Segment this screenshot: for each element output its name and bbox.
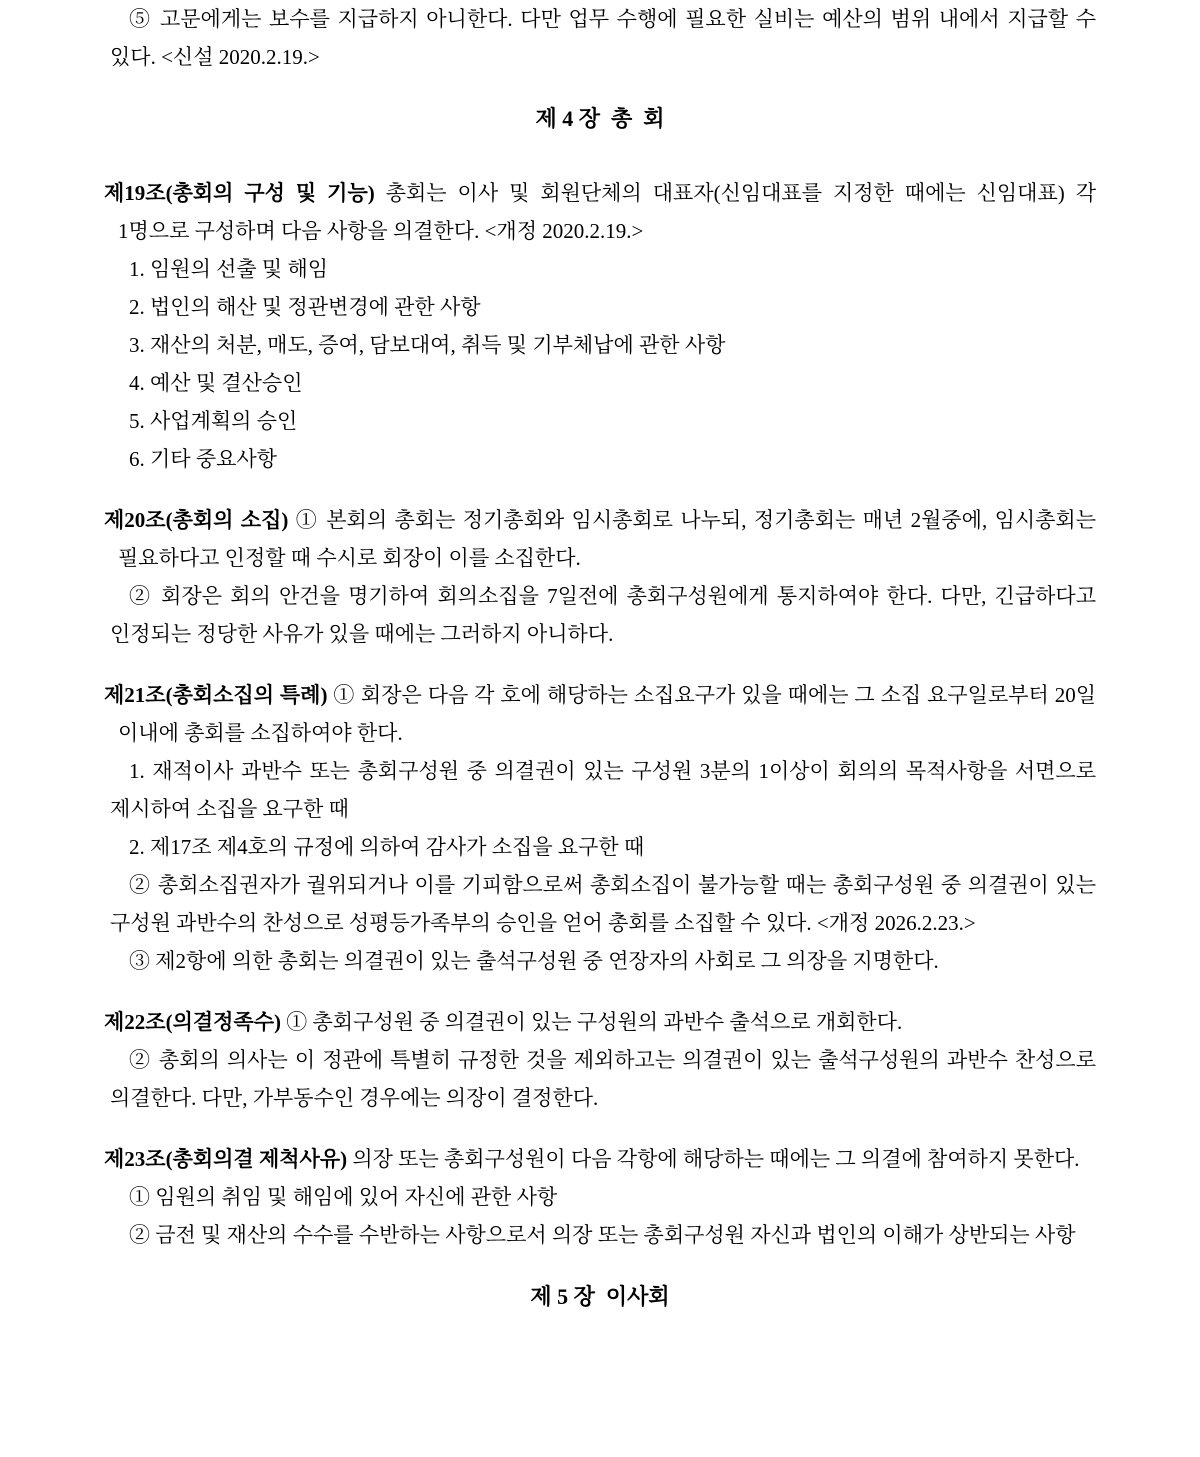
article-21-item-1: 1. 재적이사 과반수 또는 총회구성원 중 의결권이 있는 구성원 3분의 1이상이 회의의 목적사항을 서면으로 제시하여 소집을 요구한 때 [110, 759, 1096, 821]
article-21-title: 제21조(총회소집의 특례) [104, 683, 328, 707]
article-23-title: 제23조(총회의결 제척사유) [104, 1147, 348, 1171]
article-19-item-6: 6. 기타 중요사항 [129, 447, 277, 471]
article-21-item-4: ③ 제2항에 의한 총회는 의결권이 있는 출석구성원 중 연장자의 사회로 그 의장을 지명한다. [129, 949, 939, 973]
article-21-paragraph [104, 676, 1096, 752]
chapter-4-heading: 제 4 장 총 회 [535, 106, 665, 131]
article-21-body: ① 회장은 다음 각 호에 해당하는 소집요구가 있을 때에는 그 소집 요구일로부터 20일 이내에 총회를 소집하여야 한다. [118, 683, 1097, 745]
chapter-5-heading: 제 5 장 이사회 [530, 1284, 670, 1309]
article-22-body: ① 총회구성원 중 의결권이 있는 구성원의 과반수 출석으로 개회한다. [286, 1010, 903, 1034]
article-19-paragraph [104, 174, 1096, 250]
article-21-item-2: 2. 제17조 제4호의 규정에 의하여 감사가 소집을 요구한 때 [129, 835, 645, 859]
article-19-item-4: 4. 예산 및 결산승인 [129, 371, 303, 395]
article-23-body: 의장 또는 총회구성원이 다음 각항에 해당하는 때에는 그 의결에 참여하지 못한다. [352, 1147, 1080, 1171]
article-19-title: 제19조(총회의 구성 및 기능) [104, 181, 375, 205]
article-23-paragraph [104, 1140, 1096, 1178]
article-20 [104, 501, 1096, 653]
article-22-paragraph [104, 1003, 1096, 1041]
article-22-title: 제22조(의결정족수) [104, 1010, 281, 1034]
article-20-body: ① 본회의 총회는 정기총회와 임시총회로 나누되, 정기총회는 매년 2월중에, 임시총회는 필요하다고 인정할 때 수시로 회장이 이를 소집한다. [118, 508, 1096, 570]
article-20-title: 제20조(총회의 소집) [104, 508, 289, 532]
article-19-item-2: 2. 법인의 해산 및 정관변경에 관한 사항 [129, 295, 481, 319]
article-20-item-1: ② 회장은 회의 안건을 명기하여 회의소집을 7일전에 총회구성원에게 통지하여야 한다. 다만, 긴급하다고 인정되는 정당한 사유가 있을 때에는 그러하지 아니하다. [110, 584, 1096, 646]
article-21 [104, 676, 1096, 980]
article-23-item-1: ① 임원의 취임 및 해임에 있어 자신에 관한 사항 [129, 1185, 558, 1209]
intro-paragraph: ⑤ 고문에게는 보수를 지급하지 아니한다. 다만 업무 수행에 필요한 실비는 예산의 범위 내에서 지급할 수 있다. <신설 2020.2.19.> [110, 7, 1096, 69]
article-19-body: 총회는 이사 및 회원단체의 대표자(신임대표를 지정한 때에는 신임대표) 각 1명으로 구성하며 다음 사항을 의결한다. <개정 2020.2.19.> [118, 181, 1096, 243]
article-19 [104, 174, 1096, 478]
article-20-paragraph [104, 501, 1096, 577]
article-21-item-3: ② 총회소집권자가 궐위되거나 이를 기피함으로써 총회소집이 불가능할 때는 총회구성원 중 의결권이 있는 구성원 과반수의 찬성으로 성평등가족부의 승인을 얻어 총회를 소집할 수 있다. <개정 2026.2.23.> [110, 873, 1096, 935]
article-22 [104, 1003, 1096, 1117]
article-23-item-2: ② 금전 및 재산의 수수를 수반하는 사항으로서 의장 또는 총회구성원 자신과 법인의 이해가 상반되는 사항 [129, 1223, 1076, 1247]
article-23 [104, 1140, 1096, 1254]
article-19-item-5: 5. 사업계획의 승인 [129, 409, 298, 433]
article-22-item-1: ② 총회의 의사는 이 정관에 특별히 규정한 것을 제외하고는 의결권이 있는 출석구성원의 과반수 찬성으로 의결한다. 다만, 가부동수인 경우에는 의장이 결정한다. [110, 1048, 1096, 1110]
article-19-item-1: 1. 임원의 선출 및 해임 [129, 257, 329, 281]
article-19-item-3: 3. 재산의 처분, 매도, 증여, 담보대여, 취득 및 기부체납에 관한 사항 [129, 333, 726, 357]
